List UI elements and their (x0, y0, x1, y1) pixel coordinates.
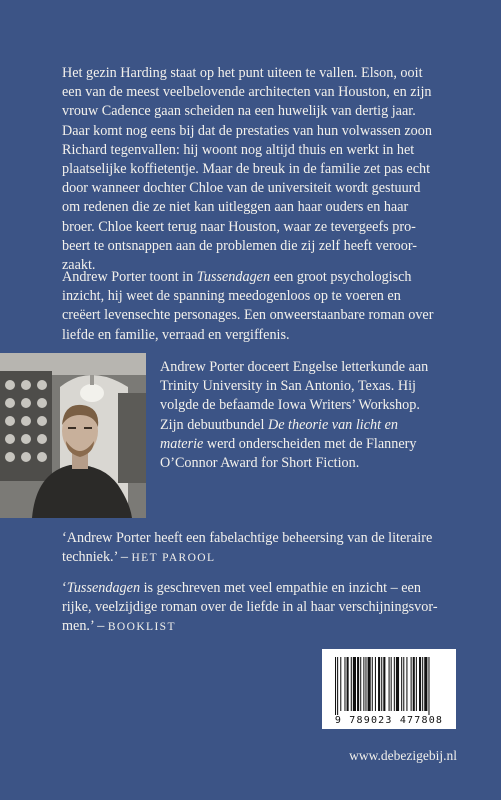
review-line: inzicht, hij weet de spanning meedogenloos op te voeren en (62, 288, 401, 305)
quote-line (62, 548, 457, 568)
review-text (62, 268, 457, 345)
synopsis-line: Daar komt nog eens bij dat de prestaties van hun volwassen zoon (62, 122, 432, 139)
barcode-bar (424, 657, 427, 711)
barcode-bar (419, 657, 421, 711)
barcode-bar (394, 657, 395, 711)
bio-line-part: werd onderscheiden met de Flannery (203, 435, 417, 452)
quote-line-part: men.’ – (62, 618, 108, 635)
author-photo (0, 353, 146, 518)
synopsis-line: broer. Chloe keert terug naar Houston, waar ze tevergeefs pro- (62, 218, 416, 235)
barcode-bar (360, 657, 361, 711)
author-bio (160, 358, 457, 473)
bio-line (160, 416, 457, 435)
review-line (62, 268, 457, 287)
barcode-bar (365, 657, 366, 711)
barcode-bar (357, 657, 359, 711)
synopsis-line: een van de meest veelbelovende architecten van Houston, en zijn (62, 84, 432, 101)
barcode-bar (353, 657, 356, 711)
quote-line: ‘Andrew Porter heeft een fabelachtige beheersing van de literaire (62, 530, 433, 546)
barcode-bar (375, 657, 376, 711)
quote-line-part: is geschreven met veel empathie en inzicht – een (140, 580, 421, 596)
synopsis-line: vrouw Cadence gaan scheiden na een huwelijk van dertig jaar. (62, 103, 416, 120)
barcode-bar (401, 657, 402, 711)
author-photo-illustration (0, 353, 146, 518)
debut-title-italic: materie (160, 435, 204, 452)
quote-mark: ‘ (62, 580, 67, 596)
synopsis-line: beert te ontsnappen aan de problemen die zij zelf heeft veroor- (62, 237, 418, 254)
barcode-bar (406, 657, 407, 711)
review-line-part: een groot psychologisch (270, 269, 412, 285)
quote-line: rijke, veelzijdige roman over de liefde in al haar verschijningsvor- (62, 599, 438, 616)
barcode-bar (372, 657, 373, 711)
review-line: creëert levensechte personages. Een onweerstaanbare roman over (62, 307, 434, 324)
synopsis-line: plaatselijke koffietentje. Maar de breuk in de familie zet pas echt (62, 161, 431, 178)
press-quote-het-parool (62, 529, 457, 568)
book-title-italic: Tussendagen (196, 269, 271, 285)
barcode-bar (422, 657, 423, 711)
barcode-bar (344, 657, 345, 711)
synopsis-line: om redenen die ze niet kan uitleggen aan haar ouders en haar (62, 199, 409, 216)
book-title-italic: Tussendagen (66, 580, 141, 596)
barcode-bar (335, 657, 336, 715)
quote-line (62, 579, 457, 598)
debut-title-italic: De theorie van licht en (267, 416, 398, 433)
barcode-bar (391, 657, 392, 711)
synopsis-line: door wanneer dochter Chloe van de universiteit wordt gestuurd (62, 180, 421, 197)
barcode-bar (378, 657, 380, 711)
quote-source: HET PAROOL (131, 552, 216, 565)
barcode-bar (337, 657, 338, 715)
bio-line: Trinity University in San Antonio, Texas. Hij (160, 378, 416, 395)
press-quote-booklist (62, 579, 457, 638)
barcode-bar (428, 657, 429, 715)
quote-line (62, 617, 457, 637)
synopsis-text (62, 64, 457, 275)
barcode-bar (403, 657, 404, 711)
bio-line: volgde de befaamde Iowa Writers’ Workshop. (160, 397, 420, 414)
barcode-bar (351, 657, 352, 711)
barcode-bar (383, 657, 385, 711)
publisher-website[interactable]: www.debezigebij.nl (349, 748, 457, 763)
barcode-bar (413, 657, 415, 711)
barcode-bar (340, 657, 341, 711)
synopsis-line: Het gezin Harding staat op het punt uiteen te vallen. Elson, ooit (62, 65, 423, 81)
bio-line (160, 435, 457, 454)
quote-source: BOOKLIST (107, 621, 176, 634)
isbn-barcode (322, 649, 456, 729)
review-line: liefde en familie, verraad en vergiffenis. (62, 326, 290, 343)
barcode-bar (416, 657, 417, 711)
barcode-bar (389, 657, 390, 711)
barcode-bar (347, 657, 349, 711)
barcode-bar (368, 657, 371, 711)
bio-line: Andrew Porter doceert Engelse letterkunde aan (160, 359, 429, 375)
barcode-bar (411, 657, 412, 711)
quote-line-part: techniek.’ – (62, 549, 132, 566)
bio-line-part: Zijn debuutbundel (160, 416, 268, 433)
synopsis-line: zaakt. (62, 257, 96, 274)
barcode-bar (396, 657, 399, 711)
bio-line: O’Connor Award for Short Fiction. (160, 455, 360, 472)
synopsis-line: Richard tegenvallen: hij woont nog altijd thuis en werkt in het (62, 141, 415, 158)
barcode-bar (363, 657, 364, 711)
review-line-part: Andrew Porter toont in (62, 269, 197, 285)
isbn-number: 9 789023 477808 (334, 715, 444, 726)
barcode-bar (381, 657, 382, 711)
